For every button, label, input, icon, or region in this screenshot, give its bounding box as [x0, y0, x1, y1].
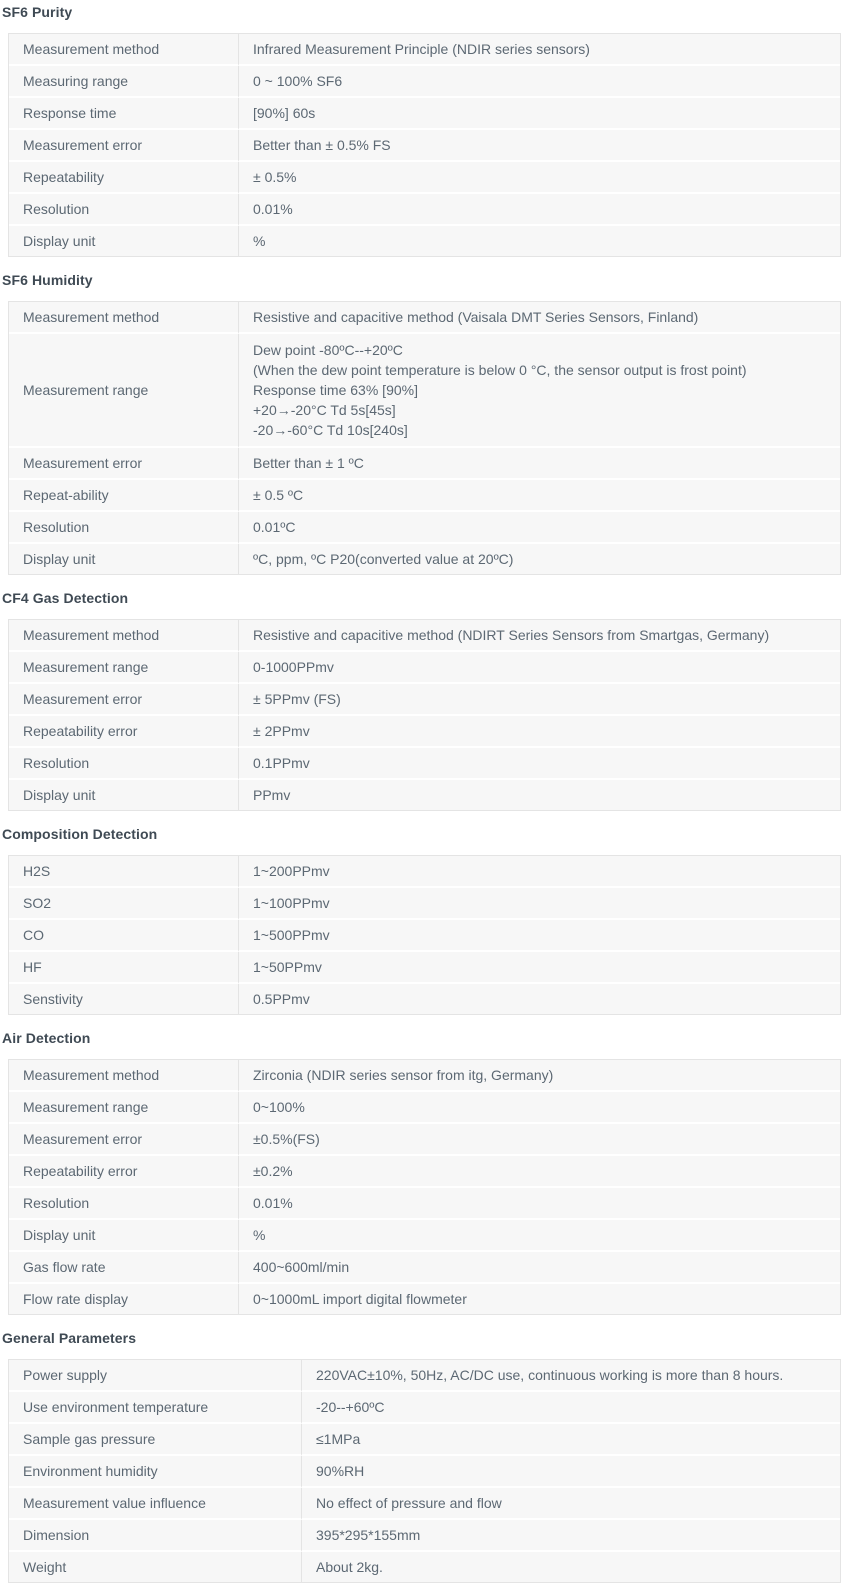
- row-label: Measurement range: [9, 334, 238, 448]
- table-row: [9, 1188, 840, 1220]
- row-label: Measurement value influence: [9, 1488, 301, 1520]
- sf6-purity-table: [8, 33, 841, 257]
- row-label: Measurement method: [9, 1060, 238, 1092]
- row-label: Weight: [9, 1552, 301, 1582]
- row-value: 0~100%: [238, 1092, 840, 1124]
- row-label: Gas flow rate: [9, 1252, 238, 1284]
- table-row: [9, 888, 840, 920]
- sf6-humidity-table: [8, 301, 841, 575]
- row-value: ± 0.5%: [238, 162, 840, 194]
- row-label: Measuring range: [9, 66, 238, 98]
- row-label: Use environment temperature: [9, 1392, 301, 1424]
- table-row: [9, 34, 840, 66]
- row-label: Display unit: [9, 226, 238, 256]
- row-value: [90%] 60s: [238, 98, 840, 130]
- section-cf4-gas-detection: [2, 590, 841, 811]
- row-label: Display unit: [9, 544, 238, 574]
- row-value: 0.1PPmv: [238, 748, 840, 780]
- row-value: 220VAC±10%, 50Hz, AC/DC use, continuous working is more than 8 hours.: [301, 1360, 840, 1392]
- section-composition-detection: [2, 826, 841, 1015]
- row-value: Infrared Measurement Principle (NDIR series sensors): [238, 34, 840, 66]
- row-label: Resolution: [9, 1188, 238, 1220]
- row-label: Measurement error: [9, 448, 238, 480]
- composition-detection-table: [8, 855, 841, 1015]
- table-row: [9, 984, 840, 1014]
- row-value: 0 ~ 100% SF6: [238, 66, 840, 98]
- row-label: Resolution: [9, 748, 238, 780]
- row-label: Response time: [9, 98, 238, 130]
- row-label: CO: [9, 920, 238, 952]
- row-label: HF: [9, 952, 238, 984]
- table-row: [9, 130, 840, 162]
- table-row: [9, 480, 840, 512]
- table-row: [9, 1552, 840, 1582]
- table-row: [9, 1252, 840, 1284]
- cf4-gas-detection-table: [8, 619, 841, 811]
- row-label: Measurement method: [9, 302, 238, 334]
- row-value: ºC, ppm, ºC P20(converted value at 20ºC): [238, 544, 840, 574]
- table-row: [9, 302, 840, 334]
- row-value: Better than ± 1 ºC: [238, 448, 840, 480]
- row-label: Flow rate display: [9, 1284, 238, 1314]
- section-title-sf6-humidity: SF6 Humidity: [2, 272, 93, 288]
- table-row: [9, 98, 840, 130]
- row-label: Environment humidity: [9, 1456, 301, 1488]
- table-row: [9, 226, 840, 256]
- value-line: Response time 63% [90%]: [253, 382, 418, 398]
- row-value: %: [238, 1220, 840, 1252]
- row-label: H2S: [9, 856, 238, 888]
- section-general-parameters: [2, 1330, 841, 1583]
- row-label: Measurement range: [9, 652, 238, 684]
- row-value: 400~600ml/min: [238, 1252, 840, 1284]
- row-value: 0.01%: [238, 194, 840, 226]
- table-row: [9, 1060, 840, 1092]
- table-row: [9, 1456, 840, 1488]
- value-line: Dew point -80ºC--+20ºC: [253, 342, 403, 358]
- table-row: [9, 716, 840, 748]
- row-label: Repeatability error: [9, 716, 238, 748]
- table-row: [9, 194, 840, 226]
- general-parameters-table: [8, 1359, 841, 1583]
- row-label: Power supply: [9, 1360, 301, 1392]
- section-air-detection: [2, 1030, 841, 1315]
- section-sf6-humidity: [2, 272, 841, 575]
- row-value: Resistive and capacitive method (NDIRT Series Sensors from Smartgas, Germany): [238, 620, 840, 652]
- row-label: Repeatability error: [9, 1156, 238, 1188]
- table-row: [9, 1360, 840, 1392]
- row-value: 0-1000PPmv: [238, 652, 840, 684]
- row-value: 0.5PPmv: [238, 984, 840, 1014]
- row-label: Repeatability: [9, 162, 238, 194]
- row-label: Measurement method: [9, 620, 238, 652]
- value-line: +20→-20°C Td 5s[45s]: [253, 402, 396, 418]
- air-detection-table: [8, 1059, 841, 1315]
- row-label: Resolution: [9, 194, 238, 226]
- table-row: [9, 544, 840, 574]
- table-row: [9, 952, 840, 984]
- row-value: 90%RH: [301, 1456, 840, 1488]
- row-value: ± 5PPmv (FS): [238, 684, 840, 716]
- row-label: Resolution: [9, 512, 238, 544]
- row-label: Display unit: [9, 780, 238, 810]
- row-value: 0~1000mL import digital flowmeter: [238, 1284, 840, 1314]
- table-row: [9, 1488, 840, 1520]
- table-row: [9, 162, 840, 194]
- value-line: -20→-60°C Td 10s[240s]: [253, 422, 408, 438]
- table-row: [9, 652, 840, 684]
- row-value: PPmv: [238, 780, 840, 810]
- table-row: [9, 1284, 840, 1314]
- row-label: Measurement error: [9, 130, 238, 162]
- table-row: [9, 1156, 840, 1188]
- table-row: [9, 1092, 840, 1124]
- row-value: [238, 334, 840, 448]
- row-value: 1~50PPmv: [238, 952, 840, 984]
- row-label: Repeat-ability: [9, 480, 238, 512]
- table-row: [9, 334, 840, 448]
- row-value: ≤1MPa: [301, 1424, 840, 1456]
- row-label: Measurement error: [9, 684, 238, 716]
- row-value: About 2kg.: [301, 1552, 840, 1582]
- table-row: [9, 448, 840, 480]
- row-value: 1~200PPmv: [238, 856, 840, 888]
- table-row: [9, 620, 840, 652]
- row-value: No effect of pressure and flow: [301, 1488, 840, 1520]
- row-label: SO2: [9, 888, 238, 920]
- table-row: [9, 1220, 840, 1252]
- row-value: ± 2PPmv: [238, 716, 840, 748]
- row-value: ±0.5%(FS): [238, 1124, 840, 1156]
- row-label: Dimension: [9, 1520, 301, 1552]
- row-value: Zirconia (NDIR series sensor from itg, Germany): [238, 1060, 840, 1092]
- section-title-air-detection: Air Detection: [2, 1030, 91, 1046]
- section-title-cf4-gas-detection: CF4 Gas Detection: [2, 590, 129, 606]
- row-label: Measurement method: [9, 34, 238, 66]
- row-value: 395*295*155mm: [301, 1520, 840, 1552]
- table-row: [9, 684, 840, 716]
- row-value: -20--+60ºC: [301, 1392, 840, 1424]
- table-row: [9, 512, 840, 544]
- table-row: [9, 66, 840, 98]
- row-label: Measurement error: [9, 1124, 238, 1156]
- section-title-general-parameters: General Parameters: [2, 1330, 137, 1346]
- row-label: Display unit: [9, 1220, 238, 1252]
- table-row: [9, 748, 840, 780]
- row-value: ±0.2%: [238, 1156, 840, 1188]
- section-title-composition-detection: Composition Detection: [2, 826, 158, 842]
- row-value: 0.01ºC: [238, 512, 840, 544]
- table-row: [9, 920, 840, 952]
- row-value: Resistive and capacitive method (Vaisala DMT Series Sensors, Finland): [238, 302, 840, 334]
- row-value: 0.01%: [238, 1188, 840, 1220]
- table-row: [9, 1124, 840, 1156]
- value-line: (When the dew point temperature is below 0 °C, the sensor output is frost point): [253, 362, 747, 378]
- section-sf6-purity: [2, 4, 841, 257]
- row-label: Measurement range: [9, 1092, 238, 1124]
- table-row: [9, 1424, 840, 1456]
- row-value: Better than ± 0.5% FS: [238, 130, 840, 162]
- row-label: Sample gas pressure: [9, 1424, 301, 1456]
- table-row: [9, 780, 840, 810]
- table-row: [9, 1520, 840, 1552]
- section-title-sf6-purity: SF6 Purity: [2, 4, 73, 20]
- table-row: [9, 856, 840, 888]
- row-value: 1~500PPmv: [238, 920, 840, 952]
- row-label: Senstivity: [9, 984, 238, 1014]
- row-value: %: [238, 226, 840, 256]
- row-value: ± 0.5 ºC: [238, 480, 840, 512]
- table-row: [9, 1392, 840, 1424]
- row-value: 1~100PPmv: [238, 888, 840, 920]
